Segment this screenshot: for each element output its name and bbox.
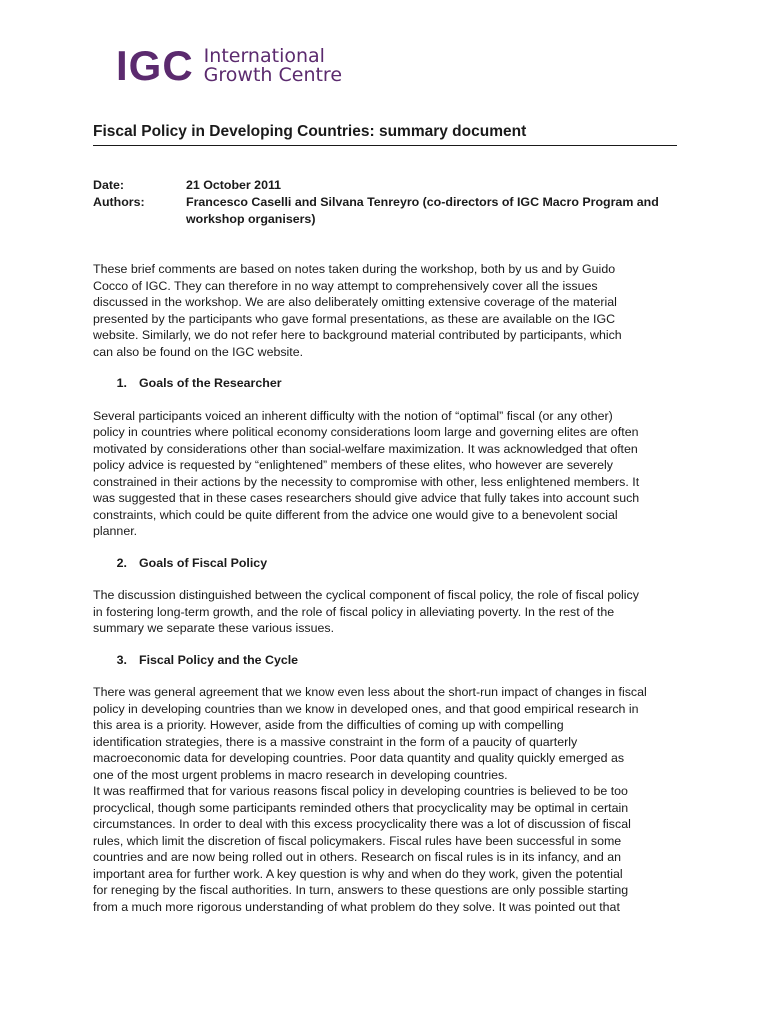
text-line: It was reaffirmed that for various reasons fiscal policy in developing countries is believed to be too xyxy=(93,784,628,798)
section-title: Goals of the Researcher xyxy=(139,376,282,390)
igc-logo xyxy=(116,42,343,89)
title-divider xyxy=(93,145,677,146)
text-line: motivated by considerations other than social-welfare maximization. It was acknowledged that often xyxy=(93,441,638,456)
section-paragraph xyxy=(93,783,677,915)
text-line: Several participants voiced an inherent difficulty with the notion of “optimal” fiscal (or any other) xyxy=(93,408,613,423)
text-line: macroeconomic data for developing countries. Poor data quantity and quality quickly emerged as xyxy=(93,751,625,765)
text-line: policy in countries where political economy considerations loom large and governing elites are often xyxy=(93,425,639,439)
date-row xyxy=(93,177,677,194)
text-line: constrained in their actions by the necessity to compromise with other, less enlightened members. It xyxy=(93,474,640,489)
section-number: 2. xyxy=(116,555,127,570)
authors-label: Authors: xyxy=(93,195,145,209)
text-line: presented by the participants who gave formal presentations, as these are available on the IGC xyxy=(93,311,616,326)
authors-row xyxy=(93,194,677,228)
text-line: policy advice is requested by “enlightened” members of these elites, who however are severely xyxy=(93,458,613,472)
logo-line-1: International xyxy=(203,45,325,67)
intro-paragraph xyxy=(93,261,677,360)
document-title: Fiscal Policy in Developing Countries: summary document xyxy=(93,123,527,140)
date-label: Date: xyxy=(93,178,124,192)
text-line: countries and are now being rolled out in others. Research on fiscal rules is in its infancy, and an xyxy=(93,850,622,864)
section-number: 3. xyxy=(116,652,127,667)
text-line: The discussion distinguished between the cyclical component of fiscal policy, the role of fiscal policy xyxy=(93,588,639,602)
text-line: identification strategies, there is a massive constraint in the form of a paucity of quarterly xyxy=(93,734,578,749)
section-title: Fiscal Policy and the Cycle xyxy=(139,652,299,667)
text-line: important area for further work. A key question is why and when do they work, given the potential xyxy=(93,866,623,881)
text-line: Cocco of IGC. They can therefore in no way attempt to comprehensively cover all the issues xyxy=(93,278,598,293)
text-line: one of the most urgent problems in macro research in developing countries. xyxy=(93,767,508,782)
section-paragraph xyxy=(93,684,677,783)
text-line: policy in developing countries than we know in developed ones, and that good empirical research in xyxy=(93,701,639,716)
text-line: These brief comments are based on notes taken during the workshop, both by us and by Guido xyxy=(93,262,616,276)
date-value: 21 October 2011 xyxy=(186,178,282,192)
text-line: for reneging by the fiscal authorities. In turn, answers to these questions are only possible starting xyxy=(93,883,629,897)
section-heading xyxy=(93,555,677,572)
document-body xyxy=(93,261,677,915)
text-line: constraints, which could be quite different from the advice one would give to a benevolent social xyxy=(93,507,618,522)
text-line: circumstances. In order to deal with this excess procyclicality there was a lot of discussion of fiscal xyxy=(93,817,631,831)
section-heading xyxy=(93,375,677,392)
section-paragraph xyxy=(93,408,677,540)
authors-line: workshop organisers) xyxy=(186,212,316,226)
text-line: this area is a priority. However, aside from the difficulties of coming up with compelling xyxy=(93,718,564,732)
logo-line-2: Growth Centre xyxy=(203,64,343,86)
section-number: 1. xyxy=(116,376,127,390)
logo-mark: IGC xyxy=(116,42,194,89)
section-paragraph xyxy=(93,587,677,637)
logo-wordmark xyxy=(204,47,342,85)
authors-line: Francesco Caselli and Silvana Tenreyro (co-directors of IGC Macro Program and xyxy=(186,195,659,209)
text-line: There was general agreement that we know even less about the short-run impact of changes in fiscal xyxy=(93,685,647,699)
section-title: Goals of Fiscal Policy xyxy=(139,555,268,570)
text-line: was suggested that in these cases researchers should give advice that fully takes into account such xyxy=(93,491,640,505)
text-line: procyclical, though some participants reminded others that procyclicality may be optimal in certain xyxy=(93,800,629,815)
text-line: in fostering long-term growth, and the role of fiscal policy in alleviating poverty. In the rest of the xyxy=(93,604,615,619)
text-line: rules, which limit the discretion of fiscal policymakers. Fiscal rules have been successful in some xyxy=(93,833,622,848)
text-line: can also be found on the IGC website. xyxy=(93,344,304,359)
section-heading xyxy=(93,652,677,669)
text-line: summary we separate these various issues. xyxy=(93,621,335,635)
text-line: discussed in the workshop. We are also deliberately omitting extensive coverage of the material xyxy=(93,295,617,309)
text-line: from a much more rigorous understanding of what problem do they solve. It was pointed out that xyxy=(93,899,620,914)
text-line: planner. xyxy=(93,524,138,538)
document-metadata xyxy=(93,177,677,228)
authors-value xyxy=(186,194,677,228)
text-line: website. Similarly, we do not refer here to background material contributed by participants, which xyxy=(93,328,622,342)
